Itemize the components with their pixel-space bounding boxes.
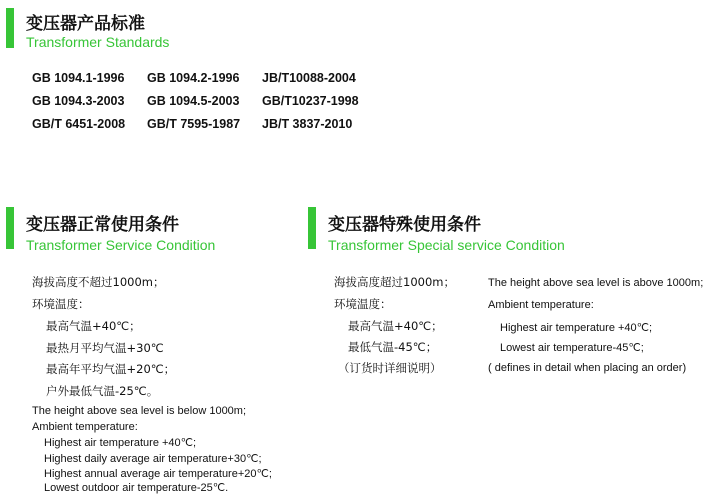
special-cn-line: 海拔高度超过1000m； [334, 275, 455, 289]
section-accent-bar [308, 207, 316, 249]
normal-en-line: Highest annual average air temperature+20℃; [44, 468, 272, 480]
special-en-line: Ambient temperature: [488, 299, 594, 311]
normal-title-cn: 变压器正常使用条件 [26, 215, 179, 235]
normal-title-en: Transformer Service Condition [26, 237, 216, 253]
special-cn-line: 最高气温+40℃； [348, 319, 443, 333]
standards-title-en: Transformer Standards [26, 34, 170, 50]
normal-cn-line: 最热月平均气温+30℃ [46, 341, 164, 355]
special-en-line: Highest air temperature +40℃; [500, 322, 653, 334]
standard-item: GB 1094.5-2003 [147, 94, 240, 108]
standard-item: GB 1094.1-1996 [32, 71, 125, 85]
section-accent-bar [6, 8, 14, 48]
normal-en-line: Lowest outdoor air temperature-25℃. [44, 482, 229, 494]
standards-title-cn: 变压器产品标准 [26, 14, 145, 34]
normal-en-line: Highest daily average air temperature+30℃; [44, 453, 262, 465]
standard-item: JB/T10088-2004 [262, 71, 356, 85]
standard-item: GB/T10237-1998 [262, 94, 359, 108]
section-accent-bar [6, 207, 14, 249]
normal-cn-line: 海拔高度不超过1000m； [32, 275, 165, 289]
standard-item: GB 1094.3-2003 [32, 94, 125, 108]
standard-item: JB/T 3837-2010 [262, 117, 353, 131]
standard-item: GB 1094.2-1996 [147, 71, 240, 85]
special-cn-line: 最低气温-45℃； [348, 340, 438, 354]
special-en-line: Lowest air temperature-45℃; [500, 342, 644, 354]
normal-en-line: Highest air temperature +40℃; [44, 437, 197, 449]
normal-cn-line: 最高气温+40℃； [46, 319, 141, 333]
special-cn-line: 环境温度： [334, 297, 392, 311]
special-cn-line: （订货时详细说明） [338, 361, 442, 375]
normal-cn-line: 最高年平均气温+20℃； [46, 362, 176, 376]
special-title-en: Transformer Special service Condition [328, 237, 565, 253]
special-en-line: ( defines in detail when placing an order) [488, 362, 687, 374]
special-title-cn: 变压器特殊使用条件 [328, 215, 481, 235]
special-en-line: The height above sea level is above 1000m; [488, 277, 704, 289]
normal-cn-line: 环境温度： [32, 297, 90, 311]
normal-en-line: The height above sea level is below 1000m; [32, 405, 247, 417]
normal-cn-line: 户外最低气温-25℃。 [46, 384, 159, 398]
normal-en-line: Ambient temperature: [32, 421, 138, 433]
standard-item: GB/T 7595-1987 [147, 117, 241, 131]
standard-item: GB/T 6451-2008 [32, 117, 126, 131]
